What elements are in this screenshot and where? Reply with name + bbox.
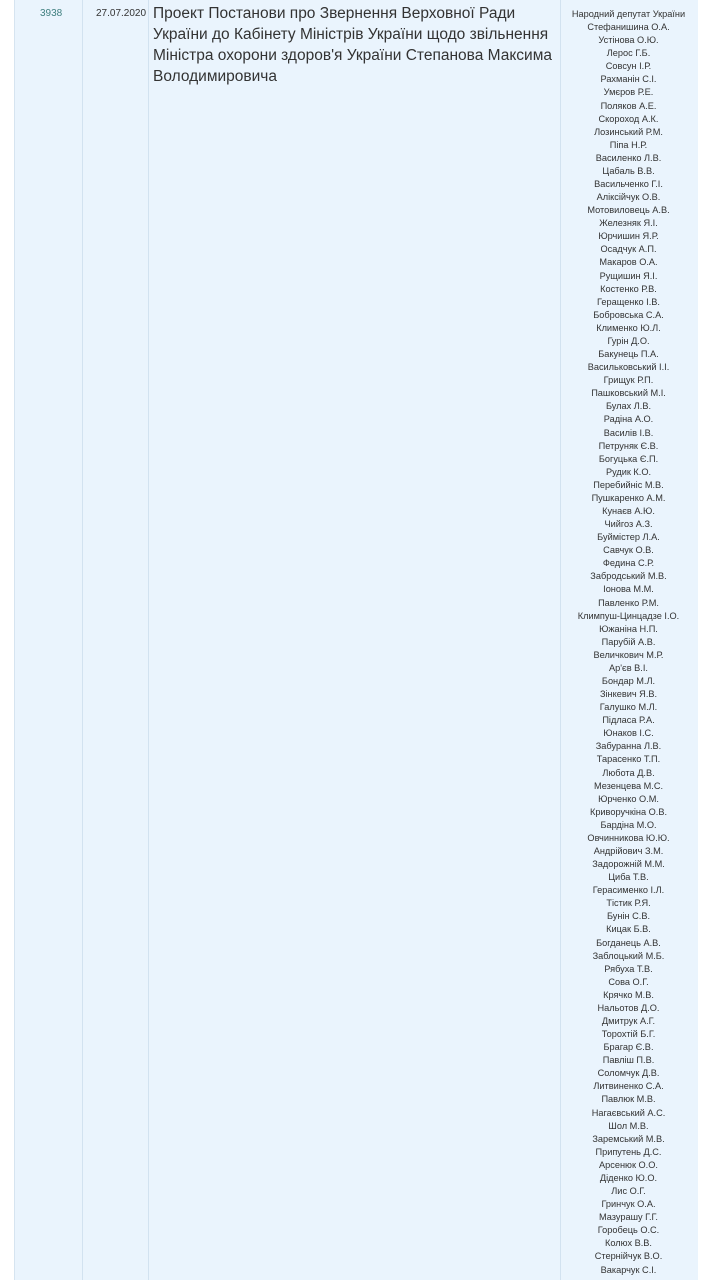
initiator-name: Умєров Р.Е.	[603, 87, 654, 98]
initiator-name: Бардіна М.О.	[600, 819, 657, 830]
initiator-name: Тарасенко Т.П.	[596, 754, 661, 765]
initiator-name: Брагар Є.В.	[603, 1042, 654, 1053]
initiator-name: Мазурашу Г.Г.	[599, 1212, 658, 1223]
initiator-name: Бакунець П.А.	[598, 349, 659, 360]
initiator-name: Литвиненко С.А.	[593, 1081, 664, 1092]
initiator-name: Тістик Р.Я.	[606, 898, 651, 909]
initiator-name: Нагаєвський А.С.	[591, 1107, 666, 1118]
initiator-name: Іонова М.М.	[603, 584, 654, 595]
initiator-name: Галушко М.Л.	[599, 702, 658, 713]
initiator-name: Підласа Р.А.	[602, 715, 655, 726]
initiator-name: Стернійчук В.О.	[594, 1251, 663, 1262]
initiator-name: Радіна А.О.	[603, 414, 654, 425]
initiator-name: Южаніна Н.П.	[599, 623, 658, 634]
initiator-name: Мотовиловець А.В.	[587, 205, 670, 216]
initiator-name: Лозинський Р.М.	[594, 126, 663, 137]
initiator-name: Припутень Д.С.	[595, 1146, 662, 1157]
initiator-name: Осадчук А.П.	[600, 244, 657, 255]
initiator-name: Пашковський М.І.	[591, 388, 666, 399]
initiator-name: Булах Л.В.	[605, 401, 652, 412]
initiator-name: Рудик К.О.	[605, 466, 652, 477]
initiator-name: Василенко Л.В.	[595, 152, 662, 163]
initiator-name: Савчук О.В.	[603, 545, 654, 556]
initiator-name: Лерос Г.Б.	[606, 48, 651, 59]
initiator-name: Юнаков І.С.	[603, 728, 654, 739]
initiator-name: Павлюк М.В.	[601, 1094, 656, 1105]
initiator-name: Василів І.В.	[603, 427, 654, 438]
initiator-name: Задорожній М.М.	[592, 859, 665, 870]
initiator-name: Павленко Р.М.	[598, 597, 659, 608]
initiator-name: Овчинникова Ю.Ю.	[587, 832, 670, 843]
initiator-name: Андрійович З.М.	[593, 846, 664, 856]
initiator-name: Стефанишина О.А.	[587, 22, 670, 33]
initiator-name: Кунаєв А.Ю.	[602, 505, 655, 516]
initiator-name: Забродський М.В.	[590, 571, 667, 582]
initiator-name: Любота Д.В.	[602, 767, 655, 778]
initiator-name: Геращенко І.В.	[597, 296, 660, 307]
initiator-role: Народний депутат України	[571, 9, 686, 19]
initiator-name: Шол М.В.	[608, 1120, 649, 1131]
initiator-name: Рахманін С.І.	[600, 74, 657, 85]
initiator-name: Дмитрук А.Г.	[601, 1016, 656, 1027]
initiator-name: Лис О.Г.	[611, 1186, 646, 1197]
initiator-name: Совсун І.Р.	[605, 61, 652, 72]
bill-title: Проект Постанови про Звернення Верховної Ради України до Кабінету Міністрів України щодо звільнення Міністра охорони здоров'я України Степанова Максима Володимировича	[153, 5, 552, 85]
initiator-name: Заремський М.В.	[592, 1133, 665, 1144]
initiator-name: Крячко М.В.	[603, 989, 654, 1000]
initiator-name: Юрчишин Я.Р.	[598, 231, 659, 242]
initiator-name: Колюх В.В.	[605, 1238, 652, 1249]
column-divider	[148, 0, 149, 1280]
initiator-name: Гринчук О.А.	[601, 1199, 656, 1210]
initiator-name: Богуцька Є.П.	[598, 453, 659, 464]
initiator-name: Павліш П.В.	[602, 1055, 655, 1066]
initiator-name: Васильковський І.І.	[587, 362, 670, 373]
initiator-name: Сова О.Г.	[608, 976, 649, 987]
initiator-name: Перебийніс М.В.	[593, 479, 664, 490]
initiator-name: Макаров О.А.	[599, 257, 658, 268]
initiator-name: Ар'єв В.І.	[609, 662, 648, 673]
initiator-name: Діденко Ю.О.	[599, 1172, 658, 1183]
initiator-name: Клименко Ю.Л.	[596, 322, 661, 333]
initiator-name: Аліксійчук О.В.	[596, 192, 661, 203]
initiator-name: Вакарчук С.І.	[600, 1264, 657, 1275]
initiator-name: Величкович М.Р.	[593, 649, 664, 660]
initiator-name: Буймістер Л.А.	[597, 532, 660, 543]
initiator-name: Федина С.Р.	[602, 558, 655, 569]
initiator-name: Цабаль В.В.	[602, 165, 655, 176]
initiator-name: Устінова О.Ю.	[598, 35, 659, 46]
initiator-name: Герасименко І.Л.	[592, 885, 665, 896]
initiator-name: Бобровська С.А.	[593, 309, 664, 320]
initiator-name: Піпа Н.Р.	[609, 139, 648, 150]
initiator-name: Соломчук Д.В.	[597, 1068, 660, 1079]
initiator-name: Криворучкіна О.В.	[589, 806, 668, 817]
initiator-name: Арсенюк О.О.	[599, 1159, 658, 1170]
initiator-name: Парубій А.В.	[601, 636, 656, 647]
initiator-name: Поляков А.Е.	[600, 100, 657, 111]
initiator-name: Торохтій Б.Г.	[601, 1029, 656, 1040]
initiator-name: Бондар М.Л.	[601, 675, 656, 686]
bill-registration-date: 27.07.2020	[96, 8, 147, 19]
initiator-name: Нальотов Д.О.	[597, 1002, 660, 1013]
initiators-list	[562, 8, 695, 1277]
initiator-name: Бунін С.В.	[606, 911, 651, 922]
initiator-name: Заблоцький М.Б.	[592, 950, 665, 961]
page-margin-right	[698, 0, 712, 1280]
initiator-name: Рущишин Я.І.	[599, 270, 658, 281]
initiator-name: Грищук Р.П.	[603, 375, 654, 386]
initiator-name: Забуранна Л.В.	[595, 741, 662, 752]
initiator-name: Юрченко О.М.	[598, 793, 659, 804]
column-divider	[560, 0, 561, 1280]
column-divider	[82, 0, 83, 1280]
initiator-name: Климпуш-Цинцадзе І.О.	[577, 610, 680, 621]
initiator-name: Васильченко Г.І.	[594, 179, 663, 190]
initiator-name: Пушкаренко А.М.	[591, 492, 666, 503]
initiator-name: Чийгоз А.З.	[604, 519, 653, 530]
initiator-name: Мезенцева М.С.	[593, 780, 664, 791]
initiator-name: Зінкевич Я.В.	[599, 689, 658, 700]
initiator-name: Гурін Д.О.	[607, 335, 650, 346]
initiator-name: Богданець А.В.	[596, 937, 661, 948]
initiator-name: Скороход А.К.	[598, 113, 659, 124]
bill-number-link[interactable]: 3938	[40, 8, 63, 19]
initiator-name: Циба Т.В.	[608, 872, 649, 883]
initiator-name: Горобець О.С.	[597, 1225, 660, 1236]
initiator-name: Костенко Р.В.	[600, 283, 657, 294]
initiator-name: Железняк Я.І.	[599, 218, 658, 229]
initiator-name: Петруняк Є.В.	[598, 440, 659, 451]
page-margin-left	[0, 0, 14, 1280]
initiator-name: Рябуха Т.В.	[604, 963, 653, 974]
initiator-name: Кицак Б.В.	[606, 924, 651, 935]
